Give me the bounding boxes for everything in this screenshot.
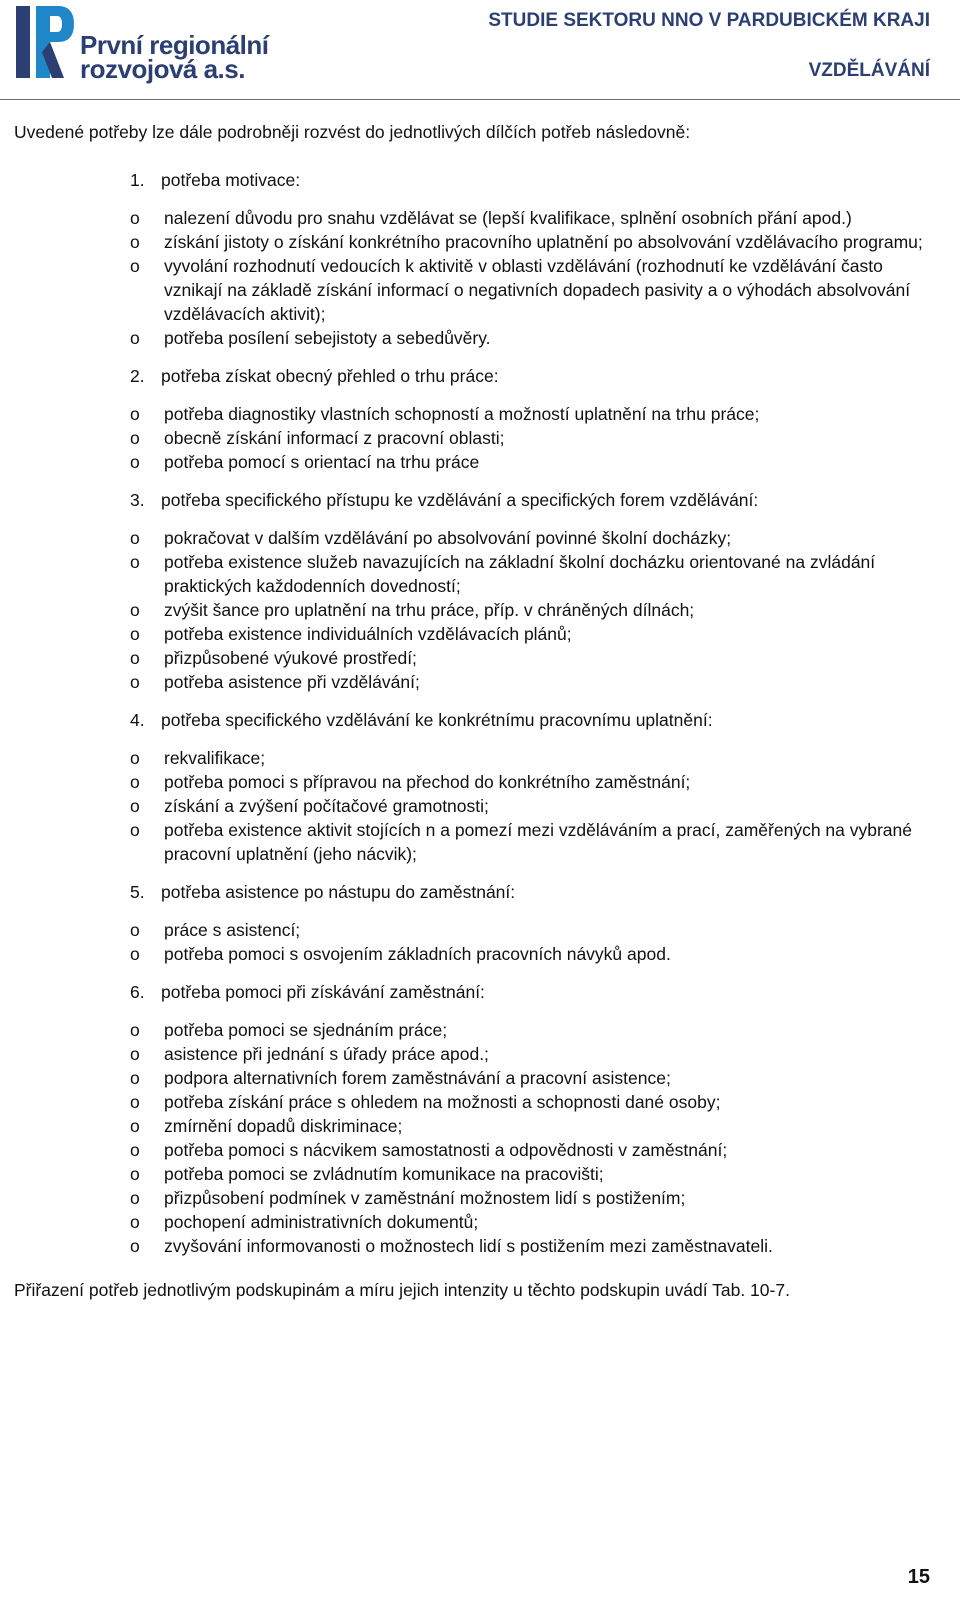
list-item (14, 1162, 934, 1186)
section-number: 6. (130, 982, 145, 1002)
list-item-text: zmírnění dopadů diskriminace; (164, 1116, 403, 1136)
list-item-text: přizpůsobené výukové prostředí; (164, 648, 417, 668)
page-body (14, 120, 934, 1308)
list-item-text: potřeba pomoci s nácvikem samostatnosti a odpovědnosti v zaměstnání; (164, 1140, 728, 1160)
list-item (14, 746, 934, 770)
bullet-marker: o (130, 796, 140, 816)
list-item (14, 1090, 934, 1114)
bullet-marker: o (130, 648, 140, 668)
bullet-marker: o (130, 772, 140, 792)
list-item (14, 1186, 934, 1210)
list-item (14, 254, 934, 326)
needs-list (14, 168, 934, 1258)
bullet-marker: o (130, 672, 140, 692)
section-number: 1. (130, 170, 145, 190)
bullet-marker: o (130, 1020, 140, 1040)
section-number: 3. (130, 490, 145, 510)
section-heading (14, 168, 934, 192)
page-header (0, 0, 960, 102)
logo-mark-icon (12, 2, 76, 86)
bullet-marker: o (130, 920, 140, 940)
logo-text-line2: rozvojová a.s. (80, 54, 245, 84)
list-item-text: pochopení administrativních dokumentů; (164, 1212, 479, 1232)
list-item (14, 622, 934, 646)
list-item-text: přizpůsobení podmínek v zaměstnání možnostem lidí s postižením; (164, 1188, 686, 1208)
list-item (14, 1210, 934, 1234)
list-item (14, 1138, 934, 1162)
section-title-text: potřeba motivace: (161, 170, 301, 190)
list-item-text: potřeba pomocí s orientací na trhu práce (164, 452, 480, 472)
bullet-marker: o (130, 1188, 140, 1208)
bullet-marker: o (130, 1140, 140, 1160)
bullet-marker: o (130, 528, 140, 548)
list-item-text: potřeba existence aktivit stojících n a pomezí mezi vzděláváním a prací, zaměřených na vybrané pracovní uplatnění (jeho nácvik); (164, 820, 912, 864)
list-item (14, 794, 934, 818)
list-item-text: zvýšit šance pro uplatnění na trhu práce, příp. v chráněných dílnách; (164, 600, 695, 620)
bullet-marker: o (130, 208, 140, 228)
section-title-text: potřeba specifického vzdělávání ke konkrétnímu pracovnímu uplatnění: (161, 710, 713, 730)
list-item-text: práce s asistencí; (164, 920, 301, 940)
section-title: VZDĚLÁVÁNÍ (808, 60, 930, 81)
bullet-list (14, 746, 934, 866)
header-divider (0, 99, 960, 100)
section-title-text: potřeba asistence po nástupu do zaměstnání: (161, 882, 516, 902)
section-number: 4. (130, 710, 145, 730)
list-item-text: vyvolání rozhodnutí vedoucích k aktivitě v oblasti vzdělávání (rozhodnutí ke vzdělávání často vznikají na základě získání informací o negativních dopadech pasivity a o výhodách absolvování vzdělávacích aktivit); (164, 256, 911, 324)
bullet-marker: o (130, 256, 140, 276)
bullet-marker: o (130, 1116, 140, 1136)
bullet-marker: o (130, 1236, 140, 1256)
list-item (14, 402, 934, 426)
list-item (14, 918, 934, 942)
list-item (14, 326, 934, 350)
section-heading (14, 980, 934, 1004)
bullet-list (14, 206, 934, 350)
list-item-text: zvyšování informovanosti o možnostech lidí s postižením mezi zaměstnavateli. (164, 1236, 773, 1256)
section-heading (14, 708, 934, 732)
list-item (14, 426, 934, 450)
bullet-marker: o (130, 232, 140, 252)
list-item (14, 598, 934, 622)
list-item (14, 1042, 934, 1066)
list-item-text: potřeba asistence při vzdělávání; (164, 672, 420, 692)
section-number: 5. (130, 882, 145, 902)
list-item (14, 942, 934, 966)
bullet-marker: o (130, 820, 140, 840)
bullet-marker: o (130, 1092, 140, 1112)
list-item (14, 450, 934, 474)
page-number: 15 (907, 1566, 930, 1588)
list-item (14, 206, 934, 230)
list-item-text: potřeba posílení sebejistoty a sebedůvěry. (164, 328, 491, 348)
list-item-text: asistence při jednání s úřady práce apod.; (164, 1044, 489, 1064)
list-item (14, 1114, 934, 1138)
list-item (14, 818, 934, 866)
list-item-text: potřeba diagnostiky vlastních schopností a možností uplatnění na trhu práce; (164, 404, 760, 424)
list-item (14, 1066, 934, 1090)
bullet-marker: o (130, 452, 140, 472)
section-number: 2. (130, 366, 145, 386)
logo-text-line1: První regionální (80, 30, 269, 60)
list-item-text: potřeba pomoci s osvojením základních pracovních návyků apod. (164, 944, 671, 964)
bullet-marker: o (130, 428, 140, 448)
list-item-text: potřeba existence služeb navazujících na základní školní docházku orientované na zvládání praktických každodenních dovedností; (164, 552, 876, 596)
list-item (14, 1018, 934, 1042)
bullet-marker: o (130, 1212, 140, 1232)
list-item (14, 1234, 934, 1258)
bullet-marker: o (130, 624, 140, 644)
bullet-marker: o (130, 328, 140, 348)
list-item (14, 230, 934, 254)
list-item-text: získání a zvýšení počítačové gramotnosti; (164, 796, 489, 816)
bullet-marker: o (130, 404, 140, 424)
bullet-marker: o (130, 552, 140, 572)
list-item-text: podpora alternativních forem zaměstnávání a pracovní asistence; (164, 1068, 671, 1088)
bullet-list (14, 402, 934, 474)
section-title-text: potřeba pomoci při získávání zaměstnání: (161, 982, 485, 1002)
bullet-marker: o (130, 1164, 140, 1184)
bullet-list (14, 526, 934, 694)
bullet-marker: o (130, 1044, 140, 1064)
closing-paragraph: Přiřazení potřeb jednotlivým podskupinám a míru jejich intenzity u těchto podskupin uvádí Tab. 10-7. (14, 1280, 790, 1300)
section-heading (14, 880, 934, 904)
list-item (14, 670, 934, 694)
intro-paragraph: Uvedené potřeby lze dále podrobněji rozvést do jednotlivých dílčích potřeb následovně: (14, 122, 691, 142)
list-item-text: potřeba získání práce s ohledem na možnosti a schopnosti dané osoby; (164, 1092, 721, 1112)
bullet-marker: o (130, 748, 140, 768)
company-logo (12, 2, 292, 86)
list-item-text: potřeba existence individuálních vzdělávacích plánů; (164, 624, 572, 644)
section-heading (14, 364, 934, 388)
list-item (14, 550, 934, 598)
list-item-text: rekvalifikace; (164, 748, 266, 768)
list-item-text: nalezení důvodu pro snahu vzdělávat se (lepší kvalifikace, splnění osobních přání apod.) (164, 208, 852, 228)
bullet-list (14, 1018, 934, 1258)
bullet-marker: o (130, 1068, 140, 1088)
list-item-text: pokračovat v dalším vzdělávání po absolvování povinné školní docházky; (164, 528, 732, 548)
list-item-text: potřeba pomoci se sjednáním práce; (164, 1020, 448, 1040)
document-title: STUDIE SEKTORU NNO V PARDUBICKÉM KRAJI (488, 10, 930, 31)
bullet-marker: o (130, 944, 140, 964)
list-item (14, 526, 934, 550)
list-item-text: potřeba pomoci se zvládnutím komunikace na pracovišti; (164, 1164, 604, 1184)
list-item (14, 646, 934, 670)
list-item (14, 770, 934, 794)
section-heading (14, 488, 934, 512)
bullet-marker: o (130, 600, 140, 620)
section-title-text: potřeba specifického přístupu ke vzdělávání a specifických forem vzdělávání: (161, 490, 759, 510)
list-item-text: obecně získání informací z pracovní oblasti; (164, 428, 505, 448)
list-item-text: potřeba pomoci s přípravou na přechod do konkrétního zaměstnání; (164, 772, 691, 792)
list-item-text: získání jistoty o získání konkrétního pracovního uplatnění po absolvování vzdělávacího programu; (164, 232, 923, 252)
bullet-list (14, 918, 934, 966)
section-title-text: potřeba získat obecný přehled o trhu práce: (161, 366, 499, 386)
